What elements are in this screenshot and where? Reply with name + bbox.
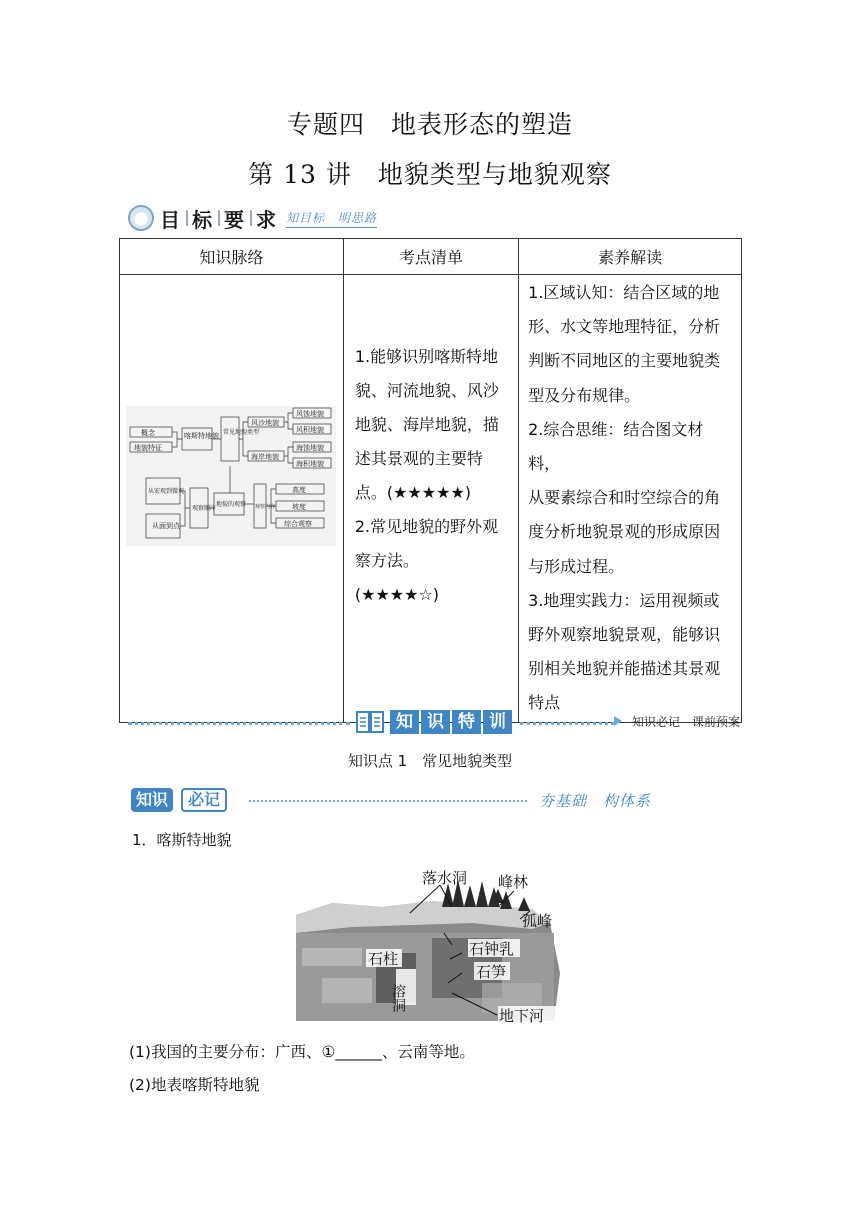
exam-line: 1.能够识别喀斯特地: [354, 347, 499, 366]
map-surface: 从面到点: [152, 522, 180, 530]
train-char-1: 知: [390, 710, 419, 734]
memo-tag-remember: 必记: [181, 788, 227, 812]
label-isolated-peak: 孤峰: [522, 912, 553, 930]
exam-line: 2.常见地貌的野外观: [354, 517, 499, 536]
exam-points-cell: [343, 275, 518, 723]
label-peak-forest: 峰林: [498, 873, 529, 891]
map-macro: 从宏观到微观: [148, 488, 185, 495]
literacy-line: 别相关地貌并能描述其景观: [528, 659, 721, 679]
literacy-line: 1.区域认知：结合区域的地: [528, 283, 720, 302]
map-overall: 综合观察: [284, 520, 312, 528]
literacy-line: 从要素综合和时空综合的角: [528, 488, 721, 508]
map-concept: 概念: [141, 429, 155, 437]
label-pillar: 石柱: [368, 950, 399, 968]
goal-char-2: 标: [192, 207, 214, 232]
exam-line: 察方法。: [354, 551, 419, 570]
train-char-2: 识: [421, 710, 450, 734]
literacy-line: 野外观察地貌景观，能够识: [528, 625, 721, 645]
exam-line: 述其景观的主要特: [354, 449, 483, 468]
map-wind-deposition: 风积地貌: [296, 426, 324, 434]
map-coastal: 海岸地貌: [251, 453, 279, 461]
literacy-line: 特点: [528, 693, 561, 713]
literacy-line: 判断不同地区的主要地貌类: [528, 351, 721, 371]
book-icon: [356, 710, 384, 734]
literacy-line: 型及分布规律。: [528, 385, 641, 405]
exam-line: 点。(★★★★★): [354, 483, 472, 502]
header-exam-points: 考点清单: [343, 239, 518, 275]
target-icon: [128, 205, 154, 231]
map-content: 观察内容: [255, 504, 276, 510]
exam-line: 貌、河流地貌、风沙: [354, 381, 499, 400]
map-aeolian: 风沙地貌: [251, 419, 279, 427]
literacy-line: 度分析地貌景观的形成原因: [528, 522, 721, 542]
label-sinkhole: 落水洞: [422, 869, 468, 887]
memo-subtitle: 夯基础 构体系: [539, 792, 652, 810]
header-literacy: 素养解读: [519, 239, 742, 275]
map-features: 地貌特征: [134, 444, 162, 452]
exam-line: (★★★★☆): [354, 585, 440, 604]
exam-line: 地貌、海岸地貌，描: [354, 415, 499, 434]
training-subtitle: 知识必记 课前预案: [631, 715, 740, 729]
label-underground-river: 地下河: [499, 1007, 545, 1025]
knowledge-map-cell: [120, 275, 344, 723]
map-observation: 地貌的观察: [216, 501, 247, 508]
karst-figure: [292, 863, 570, 1025]
map-sea-erosion: 海蚀地貌: [296, 444, 324, 452]
map-wind-erosion: 风蚀地貌: [296, 410, 324, 418]
knowledge-point-title: 知识点 1 常见地貌类型: [347, 752, 513, 770]
map-common: 常见地貌类型: [223, 429, 260, 436]
training-banner: [128, 708, 740, 738]
train-char-4: 训: [483, 710, 512, 734]
label-cave: 溶洞: [390, 984, 406, 1012]
map-slope: 坡度: [292, 503, 306, 511]
map-karst: 喀斯特地貌: [184, 432, 219, 440]
train-char-3: 特: [452, 710, 481, 734]
map-sea-deposition: 海积地貌: [296, 460, 324, 468]
arrow-icon: [614, 716, 622, 726]
goal-char-1: 目: [160, 207, 182, 232]
surface-karst-line: (2)地表喀斯特地貌: [129, 1076, 260, 1094]
literacy-line: 与形成过程。: [528, 556, 625, 576]
label-stalagmite: 石笋: [476, 963, 507, 981]
topic-title: 专题四 地表形态的塑造: [286, 110, 573, 139]
memo-tag-knowledge: 知识: [131, 788, 173, 812]
distribution-line: (1)我国的主要分布：广西、①______、云南等地。: [129, 1043, 475, 1061]
goals-table: [119, 238, 742, 723]
goal-char-3: 要: [224, 207, 246, 232]
literacy-line: 3.地理实践力：运用视频或: [528, 590, 720, 610]
header-knowledge-map: 知识脉络: [120, 239, 344, 275]
goal-banner: [128, 203, 377, 233]
literacy-line: 2.综合思维：结合图文材料，: [528, 419, 704, 474]
lecture-title: 第 13 讲 地貌类型与地貌观察: [248, 160, 612, 189]
literacy-cell: [519, 275, 742, 723]
map-height: 高度: [292, 486, 306, 494]
section-heading: 1．喀斯特地貌: [132, 831, 232, 849]
knowledge-map-diagram: [126, 406, 336, 546]
map-order: 观察顺序: [192, 505, 217, 512]
goal-char-4: 求: [256, 207, 278, 232]
goal-subtitle: 知目标 明思路: [286, 209, 377, 228]
memo-banner: [131, 788, 743, 814]
label-stalactite: 石钟乳: [469, 940, 515, 958]
literacy-line: 形、水文等地理特征，分析: [528, 317, 721, 337]
